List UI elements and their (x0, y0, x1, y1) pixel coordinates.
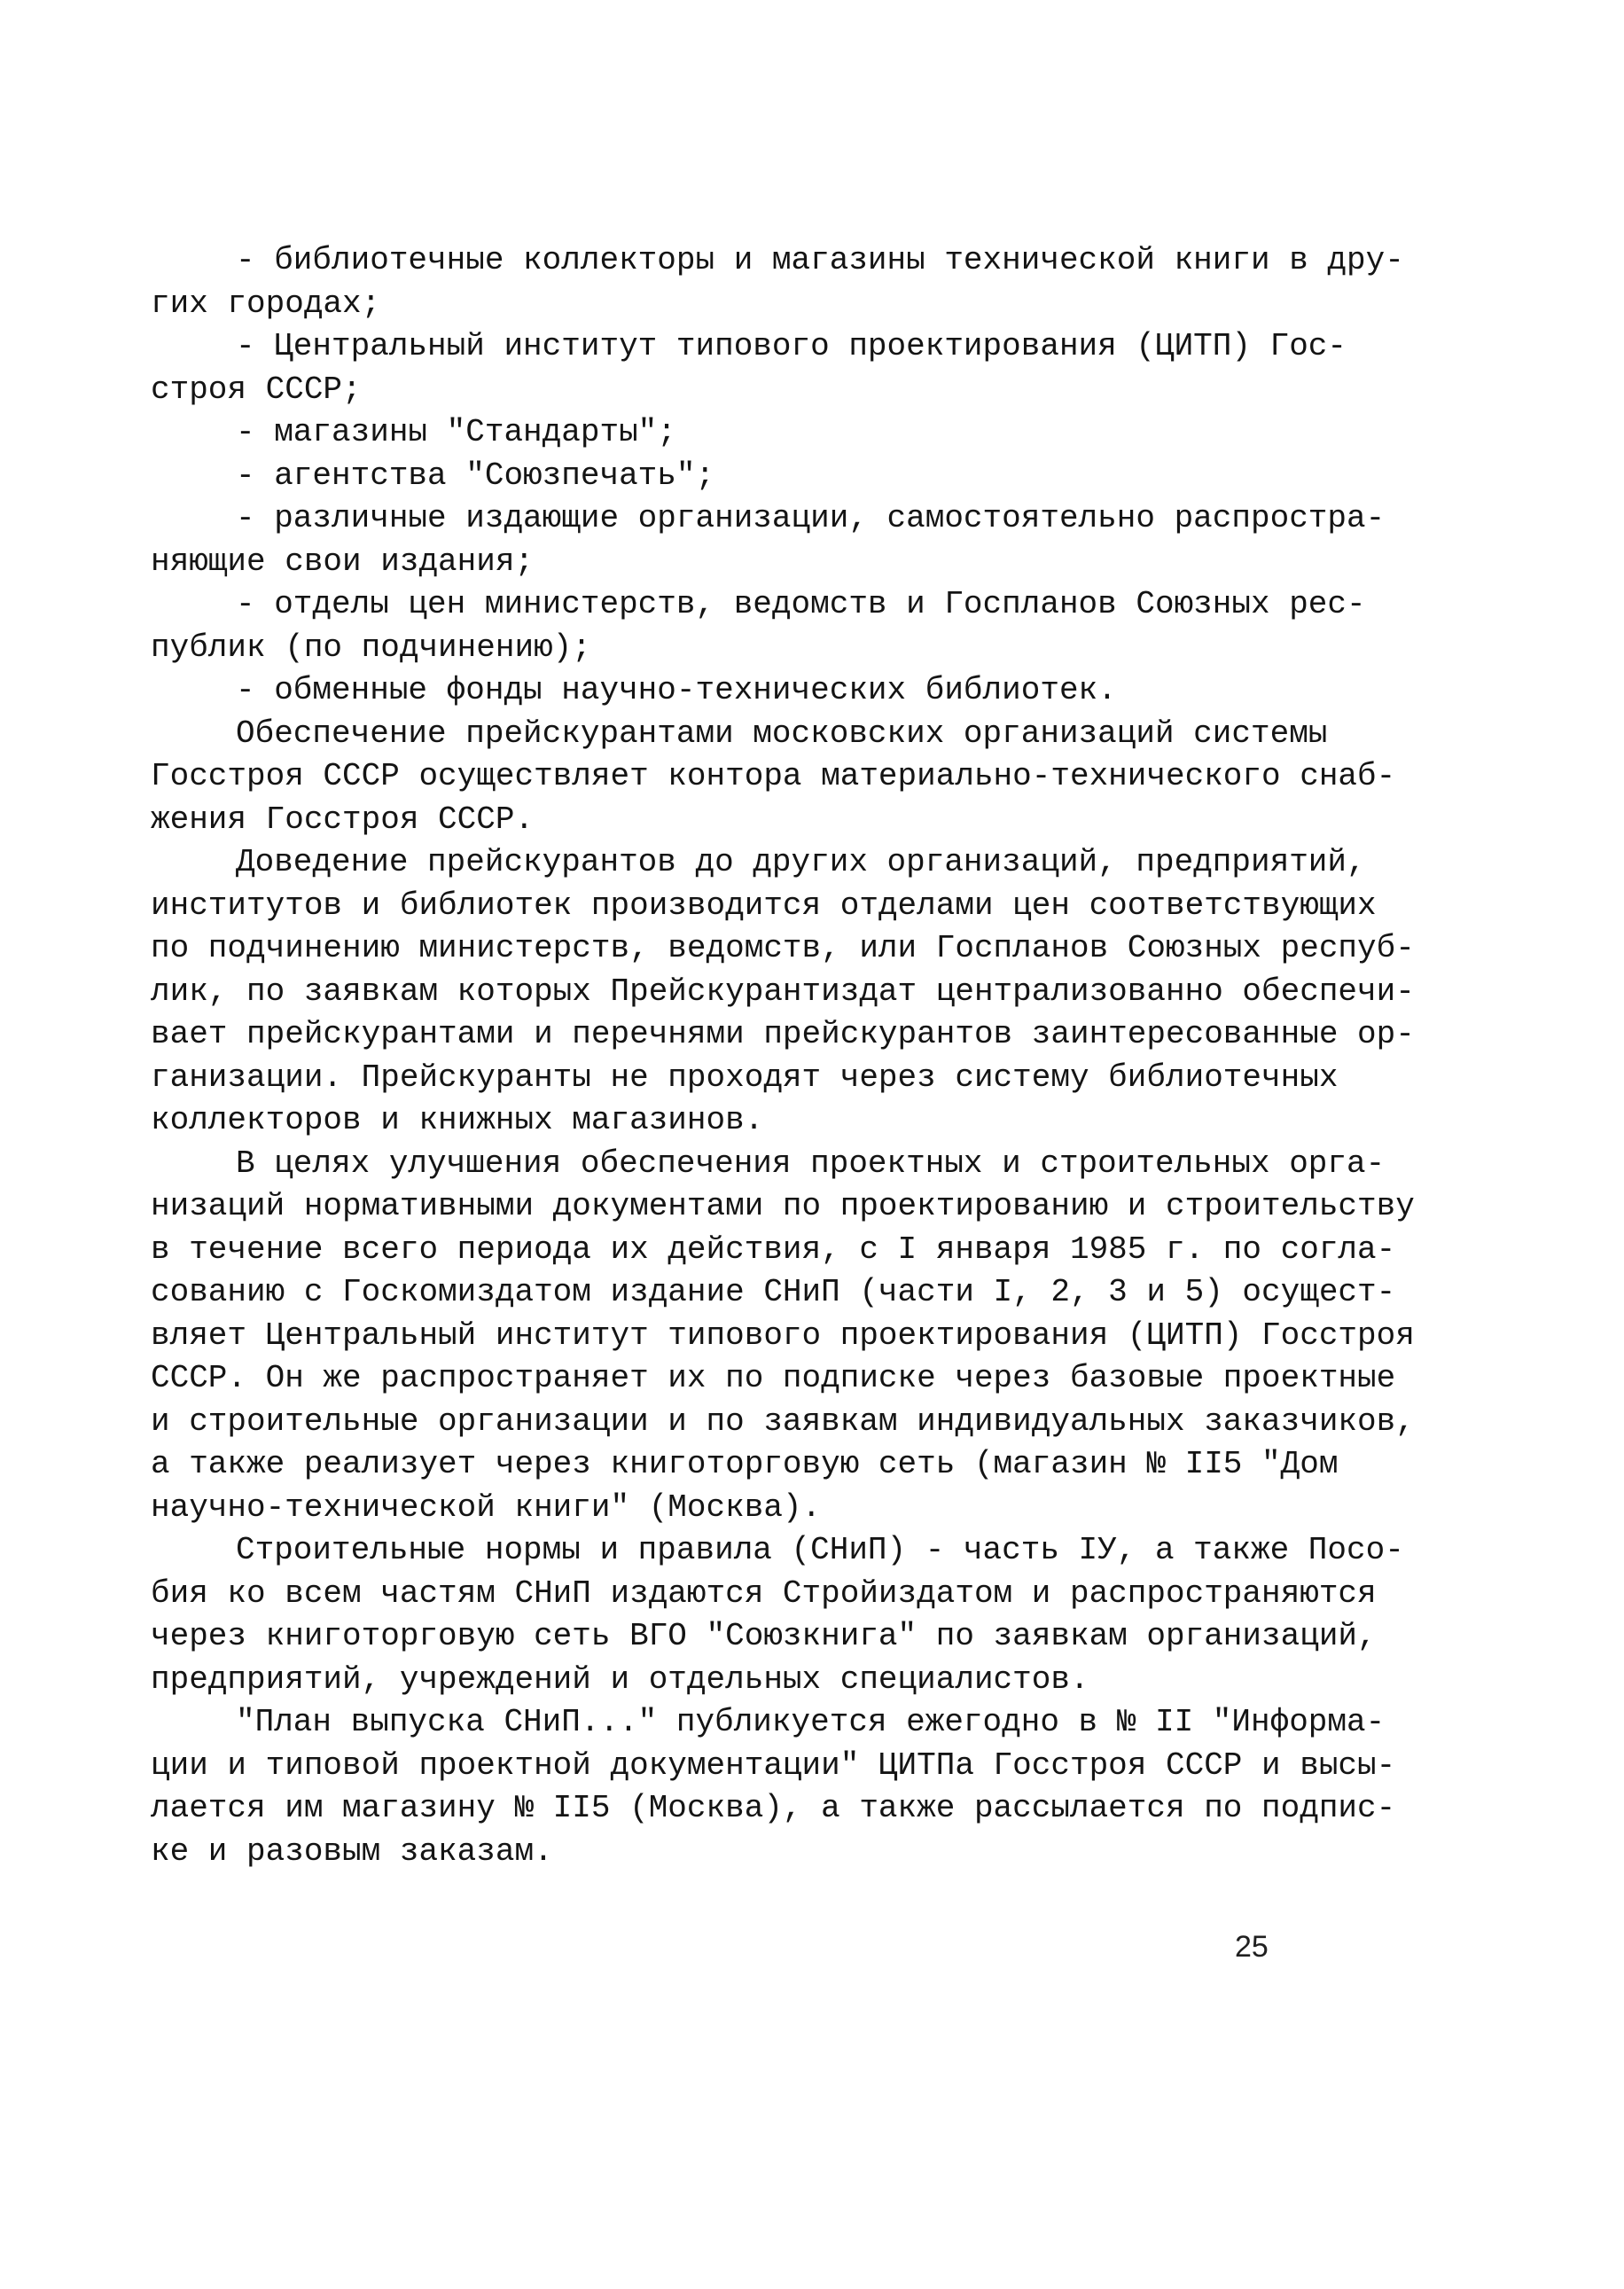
list-item: - магазины "Стандарты"; (236, 414, 676, 450)
text-line: ции и типовой проектной документации" ЦИТПа Госстроя СССР и высы- (151, 1746, 1396, 1784)
text-line: и строительные организации и по заявкам индивидуальных заказчиков, (151, 1402, 1415, 1440)
document-body (151, 239, 1415, 1873)
paragraph-start: "План выпуска СНиП..." публикуется ежегодно в № II "Информа- (236, 1704, 1386, 1740)
list-item: - библиотечные коллекторы и магазины технической книги в дру- (236, 242, 1404, 278)
text-line: няющие свои издания; (151, 543, 535, 580)
text-line: вает прейскурантами и перечнями прейскурантов заинтересованные ор- (151, 1016, 1415, 1052)
paragraph-start: Строительные нормы и правила (СНиП) - часть IУ, а также Посо- (236, 1532, 1404, 1568)
text-line: бия ко всем частям СНиП издаются Стройиздатом и распространяются (151, 1574, 1377, 1612)
text-line: жения Госстроя СССР. (151, 801, 535, 838)
text-line: ке и разовым заказам. (151, 1832, 553, 1870)
text-line: через книготорговую сеть ВГО "Союзкнига" по заявкам организаций, (151, 1618, 1377, 1654)
list-item: - отделы цен министерств, ведомств и Госпланов Союзных рес- (236, 586, 1366, 622)
text-line: сованию с Госкомиздатом издание СНиП (части I, 2, 3 и 5) осущест- (151, 1274, 1396, 1310)
text-line: СССР. Он же распространяет их по подписке через базовые проектные (151, 1360, 1396, 1396)
list-item: - агентства "Союзпечать"; (236, 457, 715, 494)
text-line: по подчинению министерств, ведомств, или Госпланов Союзных респуб- (151, 930, 1415, 966)
text-line: вляет Центральный институт типового проектирования (ЦИТП) Госстроя (151, 1316, 1415, 1354)
text-line: ганизации. Прейскуранты не проходят через систему библиотечных (151, 1059, 1339, 1096)
text-line: институтов и библиотек производится отделами цен соответствующих (151, 887, 1377, 924)
text-line: строя СССР; (151, 371, 362, 408)
text-line: гих городах; (151, 285, 381, 322)
text-line: предприятий, учреждений и отдельных специалистов. (151, 1660, 1089, 1698)
text-line: научно-технической книги" (Москва). (151, 1488, 822, 1526)
text-line: публик (по подчинению); (151, 629, 591, 666)
text-line: лается им магазину № II5 (Москва), а также рассылается по подпис- (151, 1790, 1396, 1826)
list-item: - Центральный институт типового проектирования (ЦИТП) Гос- (236, 328, 1347, 364)
list-item: - различные издающие организации, самостоятельно распростра- (236, 500, 1386, 536)
paragraph-start: Обеспечение прейскурантами московских организаций системы (236, 715, 1328, 752)
text-line: коллекторов и книжных магазинов. (151, 1102, 764, 1138)
text-line: в течение всего периода их действия, с I января 1985 г. по согла- (151, 1230, 1396, 1268)
text-line: Госстроя СССР осуществляет контора материально-технического снаб- (151, 758, 1396, 794)
list-item: - обменные фонды научно-технических библиотек. (236, 672, 1117, 708)
paragraph-start: В целях улучшения обеспечения проектных и строительных орга- (236, 1144, 1386, 1182)
text-line: лик, по заявкам которых Прейскурантиздат централизованно обеспечи- (151, 973, 1415, 1010)
text-line: а также реализует через книготорговую сеть (магазин № II5 "Дом (151, 1446, 1339, 1482)
paragraph-start: Доведение прейскурантов до других организаций, предприятий, (236, 844, 1366, 880)
text-line: низаций нормативными документами по проектированию и строительству (151, 1188, 1415, 1224)
page-number: 25 (1235, 1930, 1269, 1964)
